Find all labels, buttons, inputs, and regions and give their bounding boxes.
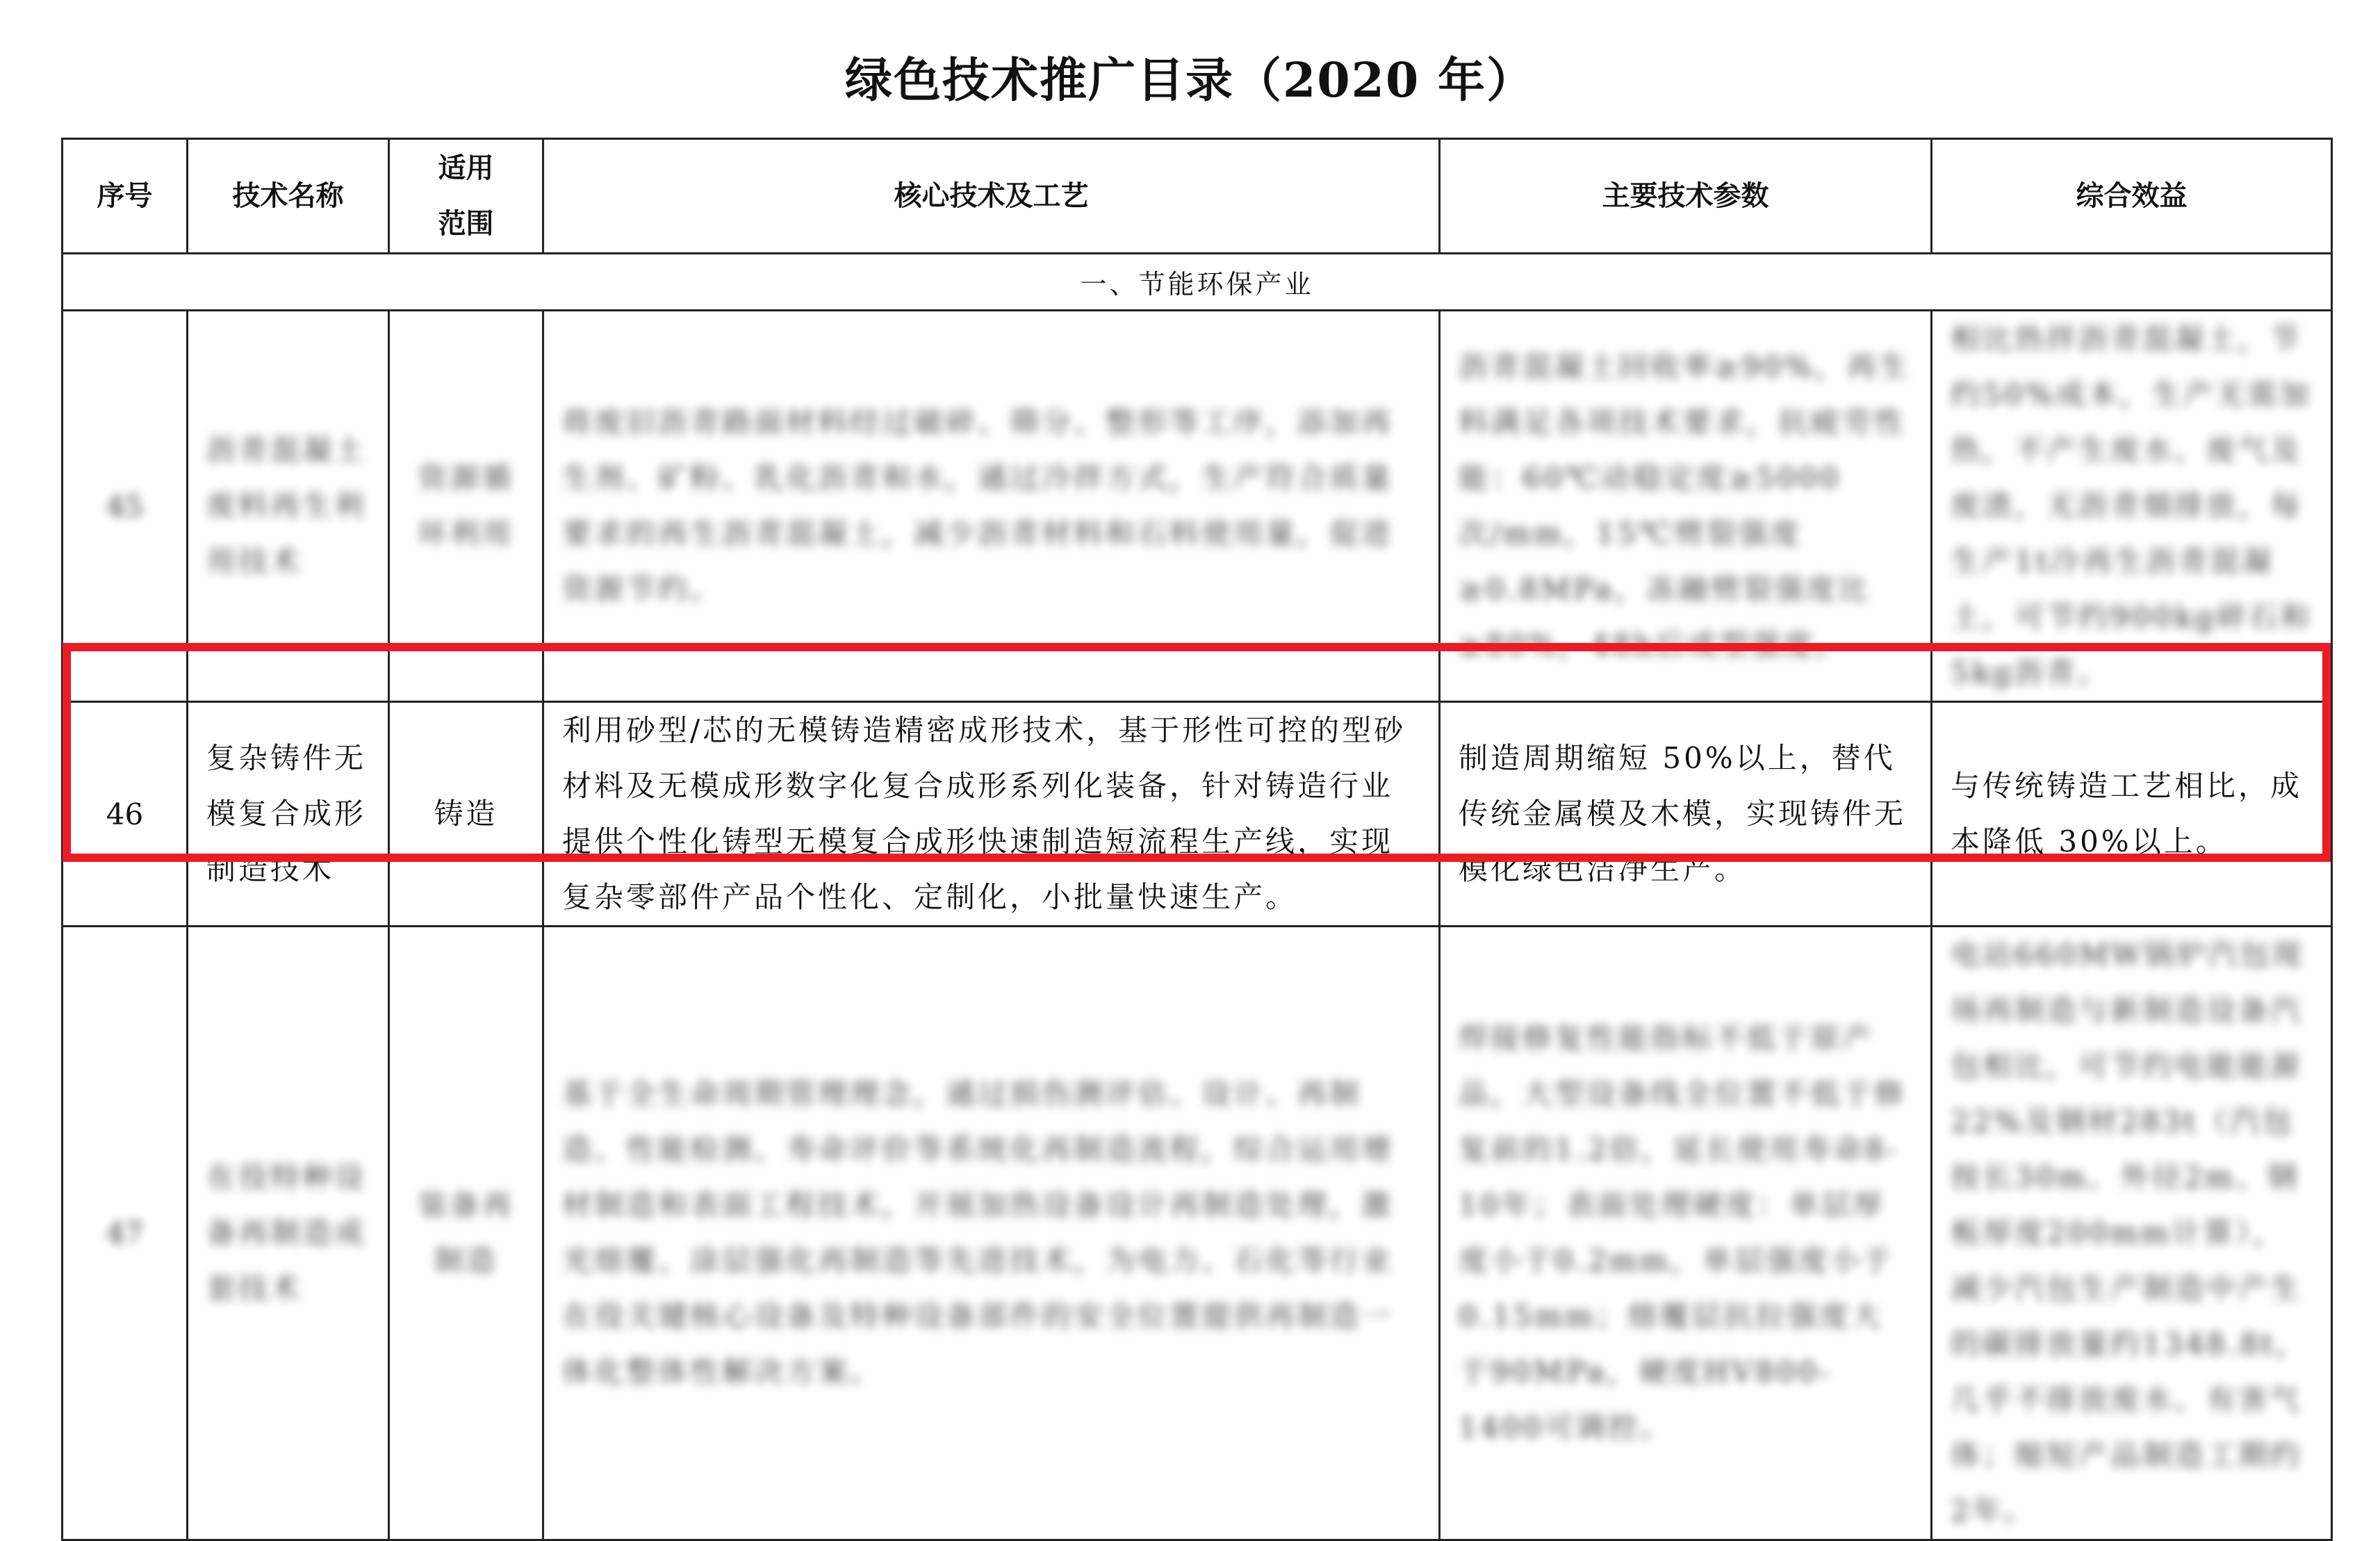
row-scope: 装备再制造: [389, 927, 543, 1540]
row-core: 将废旧沥青路面材料经过破碎、筛分、整形等工序，添加再生剂、矿粉、乳化沥青和水，通过冷拌方式，生产符合质量要求的再生沥青混凝土，减少沥青材料和石料使用量，促进资源节约。: [543, 311, 1440, 702]
row-no: 47: [63, 927, 188, 1540]
row-no: 45: [63, 311, 188, 702]
page-title: 绿色技术推广目录（2020 年）: [845, 53, 1535, 108]
section-row: [63, 254, 2332, 311]
row-params: 沥青混凝土回收率≥90%，再生料满足各项技术要求，抗疲劳性能：60℃动稳定度≥5000次/mm，15℃劈裂强度≥0.8MPa，冻融劈裂强度比≥80%，48h后成型强度。: [1440, 311, 1932, 702]
table-row: [63, 311, 2332, 702]
row-name: 沥青混凝土废料再生利用技术: [188, 311, 389, 702]
row-scope: 铸造: [389, 702, 543, 927]
table-row: [63, 927, 2332, 1540]
row-no: 46: [63, 702, 188, 927]
row-core: 利用砂型/芯的无模铸造精密成形技术，基于形性可控的型砂材料及无模成形数字化复合成形系列化装备，针对铸造行业提供个性化铸型无模复合成形快速制造短流程生产线，实现复杂零部件产品个性化、定制化，小批量快速生产。: [543, 702, 1440, 927]
section-title: 一、节能环保产业: [63, 254, 2332, 311]
row-benefit: 相比热拌沥青混凝土，节约50%成本，生产无需加热，不产生废水、废气及废渣，无沥青烟排放，每生产1t冷再生沥青混凝土，可节约900kg碎石和5kg沥青。: [1932, 311, 2332, 702]
row-params: 制造周期缩短 50%以上，替代传统金属模及木模，实现铸件无模化绿色洁净生产。: [1440, 702, 1932, 927]
row-name: 复杂铸件无模复合成形制造技术: [188, 702, 389, 927]
header-scope-line2: 范围: [438, 208, 494, 240]
row-benefit: 电站660MW锅炉汽包现场再制造与新制造设备汽包相比，可节约电能能源22%及钢材283t（汽包按长30m、外径2m、钢板厚度200mm计算），减少汽包生产制造中产生的碳排放量约1348.8t，几乎不排放废水、有害气体；缩短产品制造工期约2年。: [1932, 927, 2332, 1540]
header-benefit: 综合效益: [1932, 139, 2332, 254]
row-core: 基于全生命周期管理理念，通过损伤测评估、设计、再制造、性能检测、寿命评价等系统化再制造流程，综合运用增材制造和表面工程技术，开展加热设备设计再制造处理，激光熔覆、涂层强化再制造等先进技术，为电力、石化等行业在役关键核心设备及特种设备部件的安全位置提供再制造一体化整体性解决方案。: [543, 927, 1440, 1540]
row-scope: 资源循环利用: [389, 311, 543, 702]
row-benefit: 与传统铸造工艺相比，成本降低 30%以上。: [1932, 702, 2332, 927]
header-core: 核心技术及工艺: [543, 139, 1440, 254]
header-row: [63, 139, 2332, 254]
table-row-highlighted: [63, 702, 2332, 927]
row-name: 在役特种设备再制造成套技术: [188, 927, 389, 1540]
header-scope: [389, 139, 543, 254]
header-name: 技术名称: [188, 139, 389, 254]
header-no: 序号: [63, 139, 188, 254]
technology-catalog-table: [61, 138, 2333, 1541]
header-params: 主要技术参数: [1440, 139, 1932, 254]
row-params: 焊接修复性能指标不低于原产品，大型设备线全位置不低于修复前的1.2倍，延长使用寿命8-10年；表面处理硬度：单层厚度小于0.2mm，单层强度小于0.15mm；熔覆层抗拉强度大于90MPa，硬度HV800-1400可调控。: [1440, 927, 1932, 1540]
header-scope-line1: 适用: [438, 152, 494, 184]
